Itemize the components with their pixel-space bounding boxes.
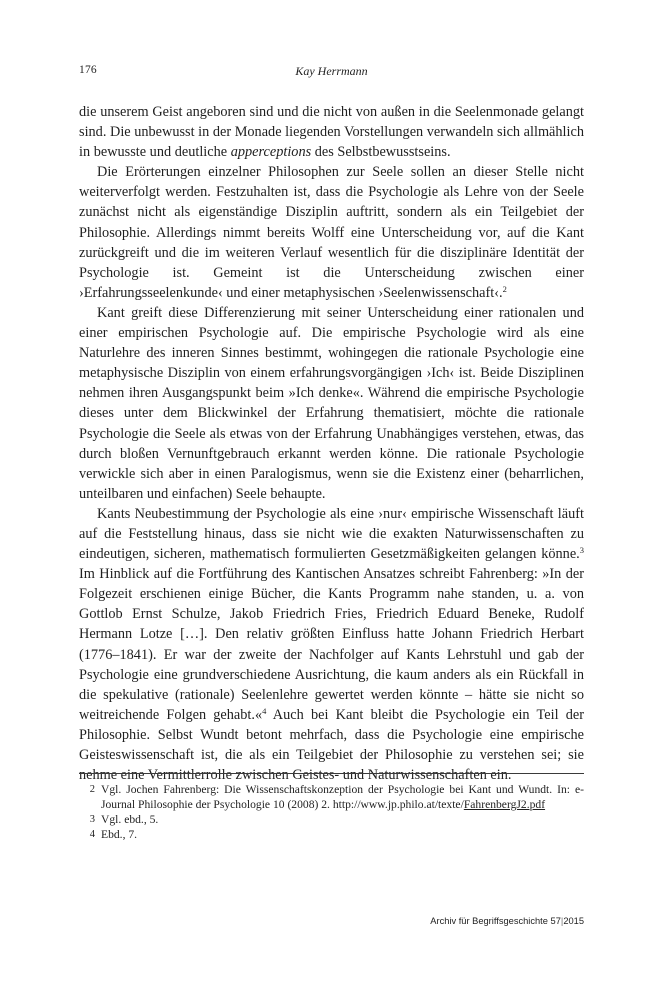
body-text bbox=[79, 102, 584, 785]
paragraph bbox=[79, 162, 584, 303]
text-run: Kant greift diese Differenzierung mit seiner Unterscheidung einer rationalen und einer empirischen Psychologie auf. Die empirische Psychologie wird als eine Naturlehre des inneren Sinnes bestimmt, wohingegen die rationale Psychologie eine metaphysische Disziplin von einem erfahrungsvorgängigen ›Ich‹ ist. Beide Disziplinen nehmen ihren Ausgangspunkt beim »Ich denke«. Während die empirische Psychologie dieses unter dem Blickwinkel der Erfahrung thematisiert, möchte die rationale Psychologie die Seele als etwas von der Erfahrung Unabhängiges verstehen, etwas, das durch bloßen Vernunftgebrauch erkannt werden könne. Die rationale Psychologie verwickle sich aber in einen Paralogismus, wenn sie die Existenz einer (beharrlichen, unteilbaren und einfachen) Seele behaupte. bbox=[79, 304, 584, 502]
footnote-number: 3 bbox=[89, 814, 95, 825]
year: 2015 bbox=[563, 916, 584, 926]
footnotes bbox=[79, 782, 584, 842]
footnote-separator bbox=[79, 773, 584, 774]
footnote-ref[interactable]: 4 bbox=[262, 705, 267, 716]
footnote-text: Ebd., 7. bbox=[101, 828, 138, 841]
text-run: Auch bei Kant bleibt die Psychologie ein Teil der Philosophie. Selbst Wundt betont mehrfach, dass die Psychologie eine empirische Geisteswissenschaft ist, die als ein Teilgebiet der Philosophie zu verstehen sei; sie nehme eine Vermittlerrolle zwischen Geistes- und Naturwissenschaften ein. bbox=[79, 706, 584, 784]
page-header bbox=[79, 64, 584, 84]
page-number: 176 bbox=[79, 64, 97, 76]
footnote-number: 2 bbox=[89, 784, 95, 795]
text-run: des Selbstbewusstseins. bbox=[311, 144, 451, 161]
page-footer bbox=[79, 916, 584, 926]
running-head: Kay Herrmann bbox=[295, 64, 368, 78]
text-run: Im Hinblick auf die Fortführung des Kantischen Ansatzes schreibt Fahrenberg: »In der Folgezeit erschienen einige Bücher, die Kants Programm nahe standen, u. a. von Gottlob Ernst Schulze, Jakob Friedrich Fries, Friedrich Eduard Beneke, Rudolf Hermann Lotze […]. Den relativ größten Einfluss hatte Johann Friedrich Herbart (1776–1841). Er war der zweite der Nachfolger auf Kants Lehrstuhl und gab der Psychologie eine grundverschiedene Ausrichtung, die kaum anders als ein Rückfall in die spekulative (rationale) Seelenlehre gewertet werden könnte – hätte sie nicht so weitreichende Folgen gehabt.« bbox=[79, 566, 584, 723]
footnote-text: Vgl. ebd., 5. bbox=[101, 813, 159, 826]
journal-title: Archiv für Begriffsgeschichte bbox=[430, 916, 548, 926]
paragraph bbox=[79, 504, 584, 785]
text-run: Kants Neubestimmung der Psychologie als eine ›nur‹ empirische Wissenschaft läuft auf die Feststellung hinaus, dass sie nicht wie die exakten Naturwissenschaften zu eindeutigen, sicheren, mathematisch formulierten Gesetzmäßigkeiten gelangen könne. bbox=[79, 505, 584, 563]
footnote bbox=[79, 812, 584, 827]
footnote-text: Vgl. Jochen Fahrenberg: Die Wissenschaftskonzeption der Psychologie bei Kant und Wundt. In: e-Journal Philosophie der Psychologie 10 (2008) 2. http://www.jp.philo.at/texte/FahrenbergJ2.pdf bbox=[101, 783, 584, 811]
volume-number: 57 bbox=[550, 916, 561, 926]
footnote-number: 4 bbox=[89, 829, 95, 840]
footnote-link[interactable]: FahrenbergJ2.pdf bbox=[463, 798, 546, 811]
text-run: Die Erörterungen einzelner Philosophen zur Seele sollen an dieser Stelle nicht weiterverfolgt werden. Festzuhalten ist, dass die Psychologie als Lehre von der Seele zunächst nicht als eigenständige Disziplin auftritt, sondern als ein Teilgebiet der Philosophie. Allerdings nimmt bereits Wolff eine Unterscheidung vor, auf die Kant zurückgreift und die im weiteren Verlauf wesentlich für die disziplinäre Identität der Psychologie ist. Gemeint ist die Unterscheidung zwischen einer ›Erfahrungsseelenkunde‹ und einer metaphysischen ›Seelenwissenschaft‹. bbox=[79, 164, 584, 301]
footnote-ref[interactable]: 3 bbox=[579, 545, 584, 556]
text-run: die unserem Geist angeboren sind und die nicht von außen in die Seelenmonade gelangt sind. Die unbewusst in der Monade liegenden Vorstellungen verwandeln sich allmählich in bewusste und deutliche bbox=[79, 104, 584, 161]
paragraph bbox=[79, 102, 584, 162]
footnote bbox=[79, 782, 584, 812]
paragraph bbox=[79, 303, 584, 504]
footer-separator: | bbox=[560, 916, 564, 926]
footnote bbox=[79, 827, 584, 842]
italic-term: apperceptions bbox=[230, 144, 312, 161]
footnote-ref[interactable]: 2 bbox=[502, 283, 507, 294]
